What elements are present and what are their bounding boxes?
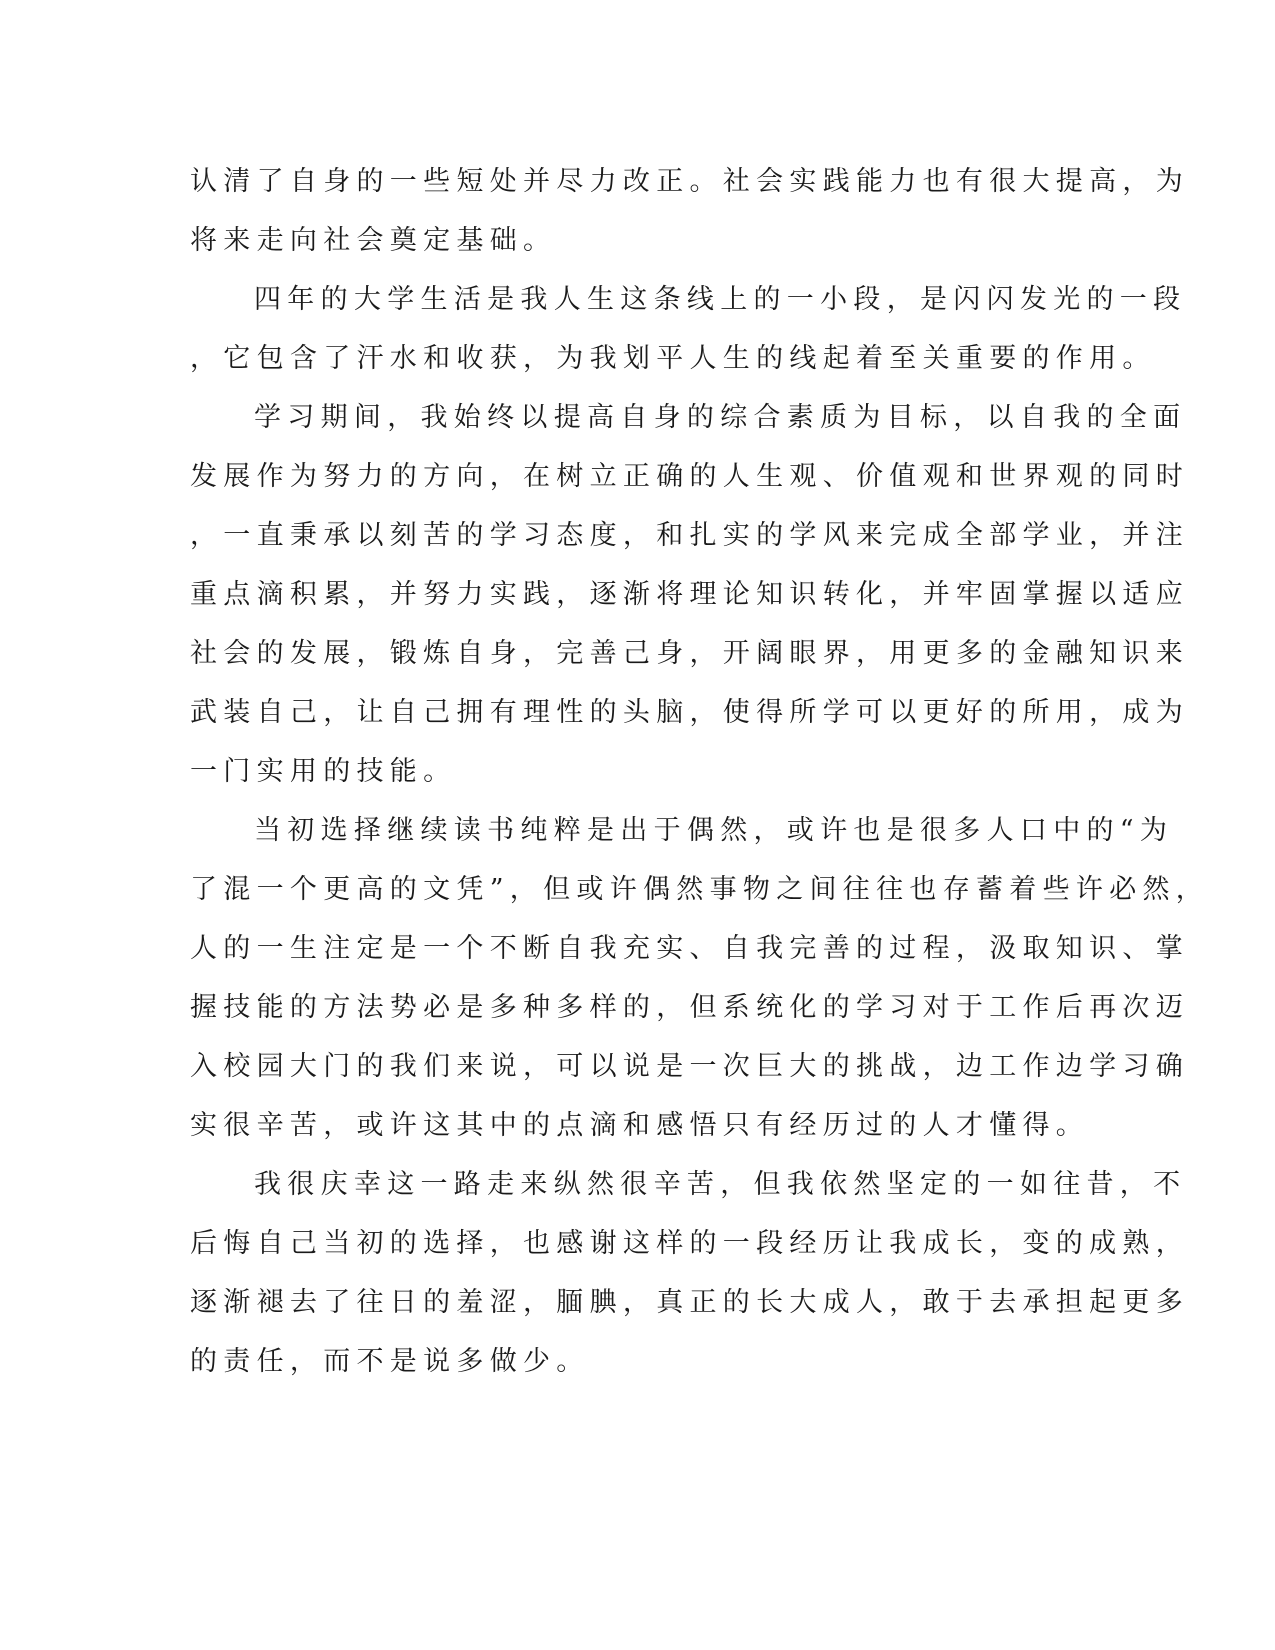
text-line: 学习期间，我始终以提高自身的综合素质为目标，以自我的全面 <box>254 402 1187 433</box>
text-line: ，它包含了汗水和收获，为我划平人生的线起着至关重要的作用。 <box>190 343 1156 374</box>
text-line: 一门实用的技能。 <box>190 756 457 787</box>
text-line: 重点滴积累，并努力实践，逐渐将理论知识转化，并牢固掌握以适应 <box>190 579 1189 610</box>
text-line: 人的一生注定是一个不断自我充实、自我完善的过程，汲取知识、掌 <box>190 933 1189 964</box>
text-line: 认清了自身的一些短处并尽力改正。社会实践能力也有很大提高，为 <box>190 166 1189 197</box>
text-line: 社会的发展，锻炼自身，完善己身，开阔眼界，用更多的金融知识来 <box>190 638 1189 669</box>
text-line: 后悔自己当初的选择，也感谢这样的一段经历让我成长，变的成熟， <box>190 1228 1189 1259</box>
text-line: 入校园大门的我们来说，可以说是一次巨大的挑战，边工作边学习确 <box>190 1051 1189 1082</box>
text-line: ，一直秉承以刻苦的学习态度，和扎实的学风来完成全部学业，并注 <box>190 520 1189 551</box>
text-line: 当初选择继续读书纯粹是出于偶然，或许也是很多人口中的“为 <box>254 815 1174 846</box>
text-line: 了混一个更高的文凭”，但或许偶然事物之间往往也存蓄着些许必然， <box>190 874 1210 905</box>
text-line: 我很庆幸这一路走来纵然很辛苦，但我依然坚定的一如往昔，不 <box>254 1169 1187 1200</box>
text-line: 武装自己，让自己拥有理性的头脑，使得所学可以更好的所用，成为 <box>190 697 1189 728</box>
text-line: 实很辛苦，或许这其中的点滴和感悟只有经历过的人才懂得。 <box>190 1110 1090 1141</box>
text-line: 握技能的方法势必是多种多样的，但系统化的学习对于工作后再次迈 <box>190 992 1189 1023</box>
text-line: 四年的大学生活是我人生这条线上的一小段，是闪闪发光的一段 <box>254 284 1187 315</box>
text-line: 将来走向社会奠定基础。 <box>190 225 557 256</box>
text-line: 的责任，而不是说多做少。 <box>190 1346 590 1377</box>
text-line: 逐渐褪去了往日的羞涩，腼腆，真正的长大成人，敢于去承担起更多 <box>190 1287 1189 1318</box>
text-line: 发展作为努力的方向，在树立正确的人生观、价值观和世界观的同时 <box>190 461 1189 492</box>
